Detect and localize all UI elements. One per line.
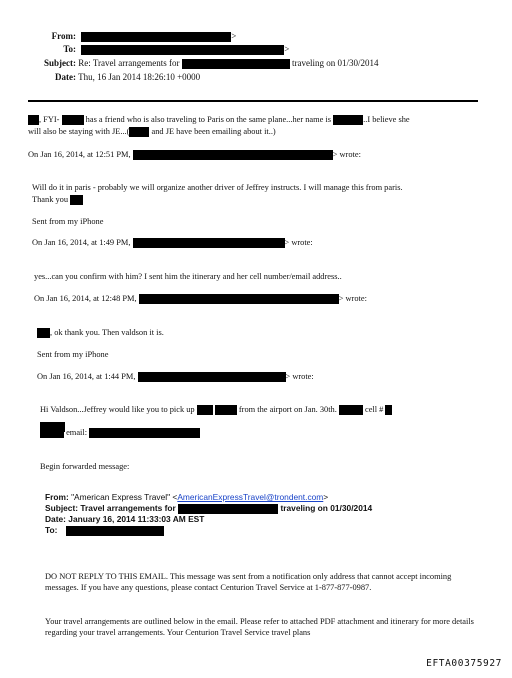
gt-mark: > bbox=[284, 44, 290, 54]
subject-prefix: Re: Travel arrangements for bbox=[78, 58, 180, 68]
sent-iphone-1 bbox=[32, 217, 103, 226]
wrote-line-3 bbox=[34, 294, 367, 304]
begin-forwarded bbox=[40, 462, 129, 471]
subject-label: Subject: bbox=[44, 58, 76, 68]
fwd-subject-label: Subject: bbox=[45, 503, 79, 513]
paris-line-2 bbox=[32, 195, 83, 205]
fwd-from-name: "American Express Travel" < bbox=[71, 492, 178, 502]
hi-valdson-line bbox=[40, 405, 392, 415]
sent-iphone-2 bbox=[37, 350, 108, 359]
redacted-block bbox=[66, 526, 164, 536]
wrote-line-2 bbox=[32, 238, 313, 248]
fwd-subject-row bbox=[45, 503, 372, 514]
date-value: Thu, 16 Jan 2014 18:26:10 +0000 bbox=[78, 72, 201, 82]
fyi-text-b: has a friend who is also traveling to Paris on the same plane...her name is bbox=[85, 115, 332, 124]
fwd-subject-suffix: traveling on 01/30/2014 bbox=[280, 503, 373, 513]
header-divider bbox=[28, 100, 478, 102]
redacted-block bbox=[385, 405, 392, 415]
fwd-subject-prefix: Travel arrangements for bbox=[80, 503, 176, 513]
from-label: From: bbox=[51, 31, 76, 41]
wrote-line-4 bbox=[37, 372, 314, 382]
hi-text-a: Hi Valdson...Jeffrey would like you to pick up bbox=[40, 405, 195, 414]
ok-line bbox=[37, 328, 164, 338]
redacted-block bbox=[178, 504, 278, 514]
fyi-text-a: , FYI- bbox=[39, 115, 60, 124]
redacted-block bbox=[138, 372, 286, 382]
redacted-block bbox=[139, 294, 339, 304]
wrote-prefix: On Jan 16, 2014, at 1:44 PM, bbox=[37, 372, 136, 381]
fyi-line-2 bbox=[28, 127, 276, 137]
paris-text: Will do it in paris - probably we will organize another driver of Jeffrey instructs. I will manage this from paris. bbox=[32, 183, 403, 192]
redacted-block bbox=[28, 115, 39, 125]
fyi-text-e: and JE have been emailing about it..) bbox=[151, 127, 276, 136]
redacted-block bbox=[37, 328, 50, 338]
redacted-block bbox=[89, 428, 200, 438]
notice-paragraph-1: DO NOT REPLY TO THIS EMAIL. This message was sent from a notification only address that cannot accept incoming messages. If you have any questions, please contact Centurion Travel Service at 1-877-877-0987. bbox=[45, 572, 452, 592]
header-from-row bbox=[0, 31, 236, 42]
redacted-block bbox=[182, 59, 290, 69]
ok-text: , ok thank you. Then valdson it is. bbox=[50, 328, 164, 337]
redacted-block bbox=[133, 150, 333, 160]
redacted-block bbox=[339, 405, 363, 415]
cell-label: cell # bbox=[365, 405, 384, 414]
wrote-prefix: On Jan 16, 2014, at 12:51 PM, bbox=[28, 150, 131, 159]
paris-line-1 bbox=[32, 183, 403, 192]
redacted-block bbox=[215, 405, 237, 415]
date-label: Date: bbox=[55, 72, 76, 82]
header-date-row bbox=[0, 72, 200, 82]
confirm-text: yes...can you confirm with him? I sent him the itinerary and her cell number/email address.. bbox=[34, 272, 342, 281]
redacted-block bbox=[81, 32, 231, 42]
fwd-date-label: Date: bbox=[45, 514, 66, 524]
redacted-block bbox=[129, 127, 149, 137]
wrote-suffix: > wrote: bbox=[332, 150, 361, 159]
header-to-row bbox=[0, 44, 289, 55]
fwd-date-row bbox=[45, 514, 204, 524]
to-label: To: bbox=[63, 44, 76, 54]
wrote-suffix: > wrote: bbox=[284, 238, 313, 247]
redacted-block bbox=[133, 238, 285, 248]
wrote-line-1 bbox=[28, 150, 361, 160]
fwd-from-label: From: bbox=[45, 492, 69, 502]
sent-iphone-text: Sent from my iPhone bbox=[37, 350, 109, 359]
wrote-prefix: On Jan 16, 2014, at 12:48 PM, bbox=[34, 294, 137, 303]
notice-paragraph-2: Your travel arrangements are outlined below in the email. Please refer to attached PDF attachment and itinerary for more details regarding your travel arrangements. Your Centurion Travel Service travel plans bbox=[45, 617, 474, 637]
header-subject-row bbox=[0, 58, 378, 69]
sent-iphone-text: Sent from my iPhone bbox=[32, 217, 104, 226]
wrote-prefix: On Jan 16, 2014, at 1:49 PM, bbox=[32, 238, 131, 247]
email-label: email: bbox=[66, 428, 88, 437]
redacted-block bbox=[40, 428, 64, 438]
fyi-text-d: will also be staying with JE...( bbox=[28, 127, 130, 136]
wrote-suffix: > wrote: bbox=[338, 294, 367, 303]
fyi-text-c: ..I believe she bbox=[363, 115, 410, 124]
redacted-block bbox=[81, 45, 284, 55]
subject-suffix: traveling on 01/30/2014 bbox=[291, 58, 379, 68]
fwd-from-close: > bbox=[323, 492, 329, 502]
document-id: EFTA00375927 bbox=[426, 658, 502, 669]
gt-mark: > bbox=[231, 31, 237, 41]
email-line bbox=[40, 428, 200, 438]
thank-you-text: Thank you bbox=[32, 195, 69, 204]
fwd-from-email-link[interactable]: AmericanExpressTravel@trondent.com bbox=[177, 492, 324, 502]
fwd-to-label: To: bbox=[45, 525, 58, 535]
redacted-block bbox=[197, 405, 213, 415]
fyi-line-1 bbox=[28, 115, 410, 125]
redacted-block bbox=[70, 195, 83, 205]
fwd-from-row bbox=[45, 492, 328, 502]
hi-text-b: from the airport on Jan. 30th. bbox=[238, 405, 337, 414]
fwd-date-value: January 16, 2014 11:33:03 AM EST bbox=[68, 514, 205, 524]
confirm-line bbox=[34, 272, 342, 281]
wrote-suffix: > wrote: bbox=[285, 372, 314, 381]
fwd-to-row bbox=[45, 525, 164, 536]
redacted-block bbox=[333, 115, 363, 125]
begin-forwarded-text: Begin forwarded message: bbox=[40, 462, 130, 471]
redacted-block bbox=[62, 115, 84, 125]
